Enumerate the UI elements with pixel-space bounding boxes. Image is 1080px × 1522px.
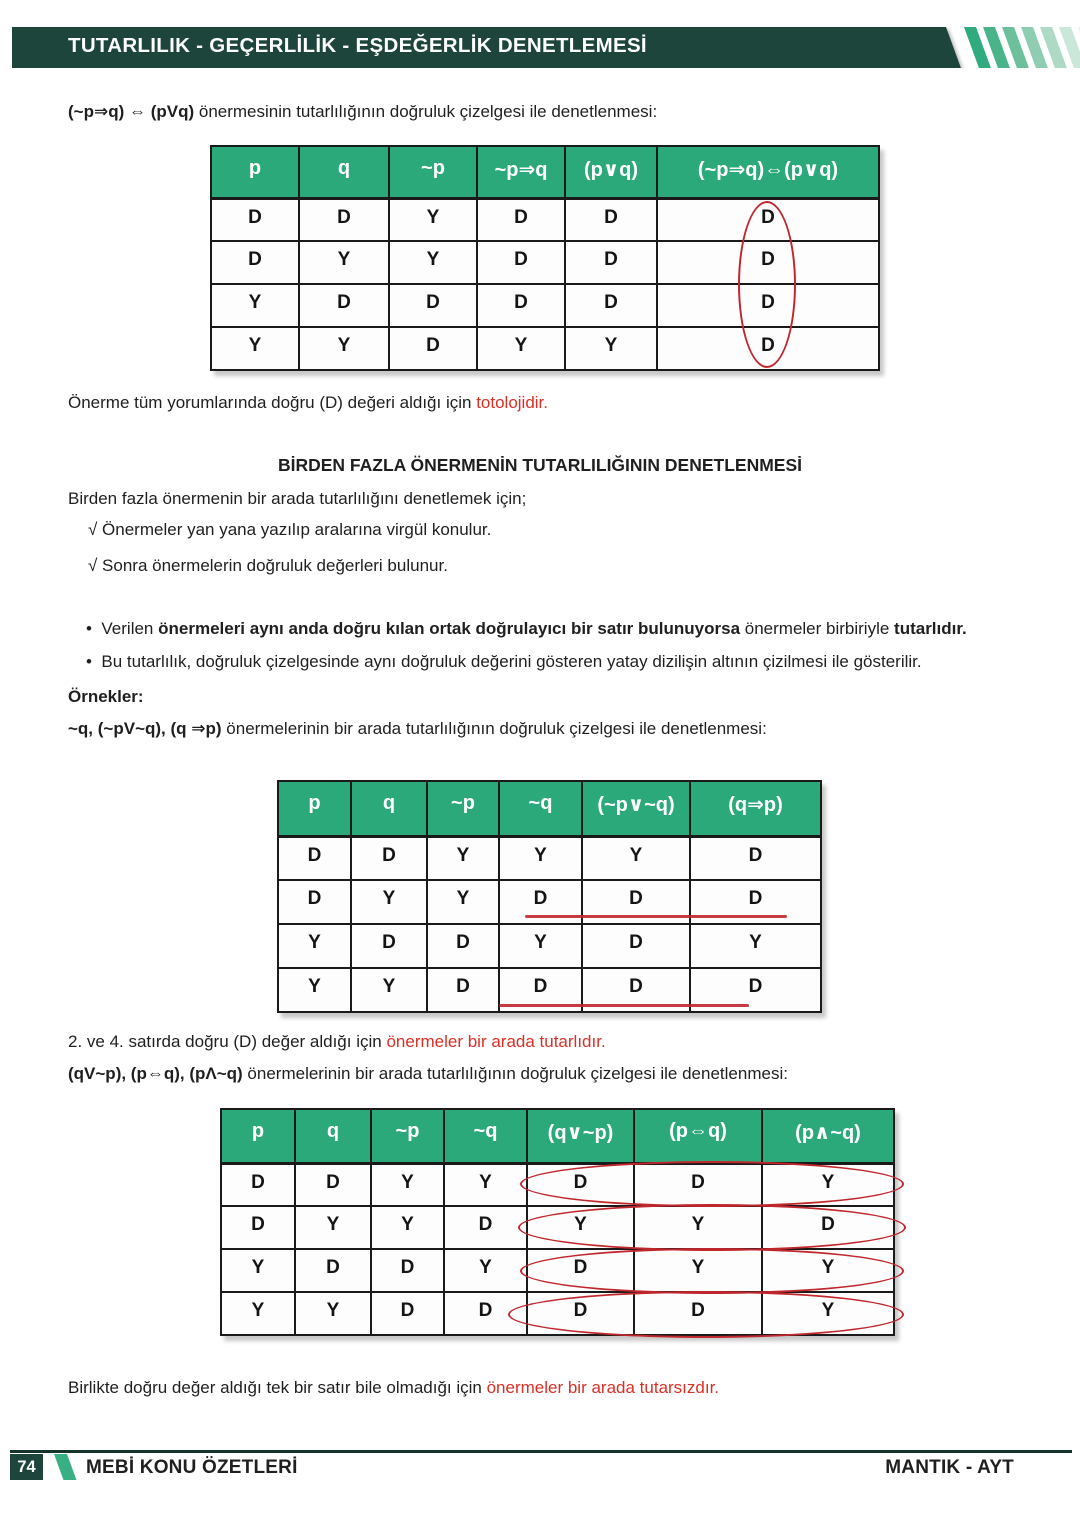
truth-value-cell: Y: [427, 880, 499, 924]
truth-value-cell: D: [477, 241, 565, 284]
column-header: p: [278, 781, 351, 836]
truth-value-cell: D: [690, 880, 821, 924]
truth-value-cell: D: [211, 198, 299, 241]
truth-value-cell: Y: [295, 1206, 371, 1249]
truth-value-cell: Y: [762, 1292, 894, 1335]
truth-value-cell: D: [657, 284, 879, 327]
truth-value-cell: Y: [389, 198, 477, 241]
column-header: ~p: [389, 146, 477, 198]
section-lead: Birden fazla önermenin bir arada tutarlılığını denetlemek için;: [68, 489, 527, 508]
truth-value-cell: D: [295, 1249, 371, 1292]
table-row: [278, 836, 821, 880]
truth-value-cell: Y: [371, 1163, 444, 1206]
truth-value-cell: Y: [634, 1249, 762, 1292]
truth-table-2: [277, 780, 822, 1013]
section-heading: BİRDEN FAZLA ÖNERMENİN TUTARLILIĞININ DENETLENMESİ: [277, 455, 803, 475]
truth-value-cell: D: [295, 1163, 371, 1206]
red-underline-annotation-row4: [499, 1004, 749, 1007]
truth-value-cell: Y: [299, 241, 389, 284]
intro-line-1: (~p⇒q) ⇔ (pVq) önermesinin tutarlılığının doğruluk çizelgesi ile denetlenmesi:: [68, 102, 658, 121]
truth-value-cell: Y: [565, 327, 657, 370]
truth-value-cell: D: [690, 968, 821, 1012]
truth-value-cell: Y: [444, 1249, 527, 1292]
truth-value-cell: Y: [299, 327, 389, 370]
note-consistent: 2. ve 4. satırda doğru (D) değer aldığı için önermeler bir arada tutarlıdır.: [68, 1032, 606, 1051]
truth-value-cell: Y: [211, 284, 299, 327]
truth-value-cell: Y: [389, 241, 477, 284]
truth-value-cell: Y: [582, 836, 690, 880]
table-header-row: [221, 1109, 894, 1163]
truth-value-cell: Y: [295, 1292, 371, 1335]
truth-value-cell: Y: [477, 327, 565, 370]
truth-value-cell: Y: [690, 924, 821, 968]
truth-table-3: [220, 1108, 895, 1336]
formula-bold: (qV~p), (p⇔q), (pΛ~q): [68, 1064, 243, 1083]
truth-value-cell: Y: [499, 924, 582, 968]
truth-value-cell: Y: [351, 968, 427, 1012]
truth-table-1: [210, 145, 880, 371]
column-header: (~p∨~q): [582, 781, 690, 836]
truth-value-cell: Y: [427, 836, 499, 880]
red-underline-annotation-row2: [525, 915, 787, 918]
formula-bold: (~p⇒q) ⇔ (pVq): [68, 102, 195, 121]
truth-value-cell: Y: [221, 1292, 295, 1335]
red-highlight-text: totolojidir.: [476, 393, 549, 412]
column-header: q: [351, 781, 427, 836]
truth-value-cell: D: [389, 327, 477, 370]
truth-value-cell: D: [278, 836, 351, 880]
column-header: (p⇔q): [634, 1109, 762, 1163]
truth-value-cell: D: [299, 198, 389, 241]
truth-value-cell: D: [499, 968, 582, 1012]
truth-value-cell: D: [427, 968, 499, 1012]
truth-value-cell: D: [582, 968, 690, 1012]
table-row: [278, 924, 821, 968]
bullet-item-2: • Bu tutarlılık, doğruluk çizelgesinde aynı doğruluk değerini gösteren yatay dizilişin altının çizilmesi ile gösterilir.: [86, 652, 922, 671]
red-ellipse-annotation-row4: [508, 1291, 904, 1338]
truth-value-cell: D: [657, 198, 879, 241]
intro-line-2: ~q, (~pV~q), (q ⇒p) önermelerinin bir arada tutarlılığının doğruluk çizelgesi ile denetlenmesi:: [68, 719, 767, 738]
table-header-row: [211, 146, 879, 198]
truth-value-cell: D: [582, 924, 690, 968]
red-highlight-text: önermeler bir arada tutarsızdır.: [486, 1378, 720, 1397]
column-header: (q∨~p): [527, 1109, 634, 1163]
note-tautology: Önerme tüm yorumlarında doğru (D) değeri aldığı için totolojidir.: [68, 393, 549, 412]
page-number-badge: 74: [10, 1454, 43, 1480]
column-header: p: [211, 146, 299, 198]
truth-value-cell: D: [278, 880, 351, 924]
table-header-row: [278, 781, 821, 836]
bullet-marker: •: [86, 652, 92, 671]
column-header: (p∨q): [565, 146, 657, 198]
truth-value-cell: D: [444, 1292, 527, 1335]
truth-value-cell: D: [211, 241, 299, 284]
bullet-item-1: • Verilen önermeleri aynı anda doğru kılan ortak doğrulayıcı bir satır bulunuyorsa önermeler birbiriyle tutarlıdır.: [86, 619, 967, 638]
truth-value-cell: Y: [762, 1249, 894, 1292]
column-header: q: [295, 1109, 371, 1163]
truth-value-cell: D: [499, 880, 582, 924]
column-header: (~p⇒q)⇔(p∨q): [657, 146, 879, 198]
truth-value-cell: Y: [499, 836, 582, 880]
truth-value-cell: D: [389, 284, 477, 327]
footer-subject-label: MANTIK - AYT: [885, 1457, 1014, 1478]
truth-value-cell: D: [371, 1249, 444, 1292]
footer-stripe-decoration: [54, 1454, 76, 1480]
truth-value-cell: D: [351, 836, 427, 880]
red-highlight-text: önermeler bir arada tutarlıdır.: [386, 1032, 606, 1051]
red-ellipse-annotation-row3: [520, 1248, 904, 1294]
column-header: ~q: [444, 1109, 527, 1163]
truth-value-cell: D: [351, 924, 427, 968]
truth-value-cell: D: [527, 1163, 634, 1206]
column-header: q: [299, 146, 389, 198]
truth-value-cell: D: [565, 241, 657, 284]
truth-value-cell: D: [527, 1249, 634, 1292]
red-circle-annotation: [738, 201, 796, 368]
truth-value-cell: D: [582, 880, 690, 924]
truth-value-cell: D: [444, 1206, 527, 1249]
column-header: ~p: [371, 1109, 444, 1163]
title-band: [12, 27, 1080, 68]
truth-value-cell: Y: [211, 327, 299, 370]
truth-value-cell: D: [427, 924, 499, 968]
check-item-1: √ Önermeler yan yana yazılıp aralarına virgül konulur.: [88, 520, 492, 539]
footer-book-title: MEBİ KONU ÖZETLERİ: [86, 1457, 298, 1478]
truth-value-cell: D: [477, 284, 565, 327]
footer-divider-line: [10, 1450, 1072, 1453]
truth-value-cell: D: [527, 1292, 634, 1335]
page-title: TUTARLILIK - GEÇERLİLİK - EŞDEĞERLİK DENETLEMESİ: [68, 34, 647, 57]
truth-value-cell: Y: [762, 1163, 894, 1206]
truth-value-cell: Y: [278, 924, 351, 968]
column-header: (p∧~q): [762, 1109, 894, 1163]
truth-value-cell: Y: [444, 1163, 527, 1206]
truth-table-2-grid: [277, 780, 822, 1013]
truth-value-cell: Y: [351, 880, 427, 924]
truth-value-cell: D: [565, 284, 657, 327]
red-ellipse-annotation-row1: [520, 1161, 904, 1207]
formula-bold: ~q, (~pV~q), (q ⇒p): [68, 719, 222, 738]
truth-value-cell: D: [657, 327, 879, 370]
column-header: ~q: [499, 781, 582, 836]
truth-value-cell: D: [221, 1163, 295, 1206]
truth-value-cell: D: [634, 1163, 762, 1206]
truth-value-cell: D: [690, 836, 821, 880]
note-inconsistent: Birlikte doğru değer aldığı tek bir satır bile olmadığı için önermeler bir arada tutarsızdır.: [68, 1378, 720, 1397]
truth-value-cell: Y: [634, 1206, 762, 1249]
truth-value-cell: Y: [278, 968, 351, 1012]
truth-value-cell: D: [657, 241, 879, 284]
bullet-marker: •: [86, 619, 92, 638]
truth-value-cell: Y: [527, 1206, 634, 1249]
column-header: ~p⇒q: [477, 146, 565, 198]
truth-value-cell: D: [565, 198, 657, 241]
truth-value-cell: D: [762, 1206, 894, 1249]
examples-label: Örnekler:: [68, 687, 144, 706]
truth-value-cell: D: [299, 284, 389, 327]
truth-value-cell: D: [371, 1292, 444, 1335]
check-item-2: √ Sonra önermelerin doğruluk değerleri bulunur.: [88, 556, 448, 575]
column-header: p: [221, 1109, 295, 1163]
red-ellipse-annotation-row2: [518, 1204, 906, 1251]
truth-value-cell: D: [221, 1206, 295, 1249]
truth-value-cell: D: [634, 1292, 762, 1335]
column-header: ~p: [427, 781, 499, 836]
intro-line-3: (qV~p), (p⇔q), (pΛ~q) önermelerinin bir arada tutarlılığının doğruluk çizelgesi ile denetlenmesi:: [68, 1064, 788, 1083]
column-header: (q⇒p): [690, 781, 821, 836]
truth-value-cell: Y: [371, 1206, 444, 1249]
truth-value-cell: Y: [221, 1249, 295, 1292]
truth-value-cell: D: [477, 198, 565, 241]
